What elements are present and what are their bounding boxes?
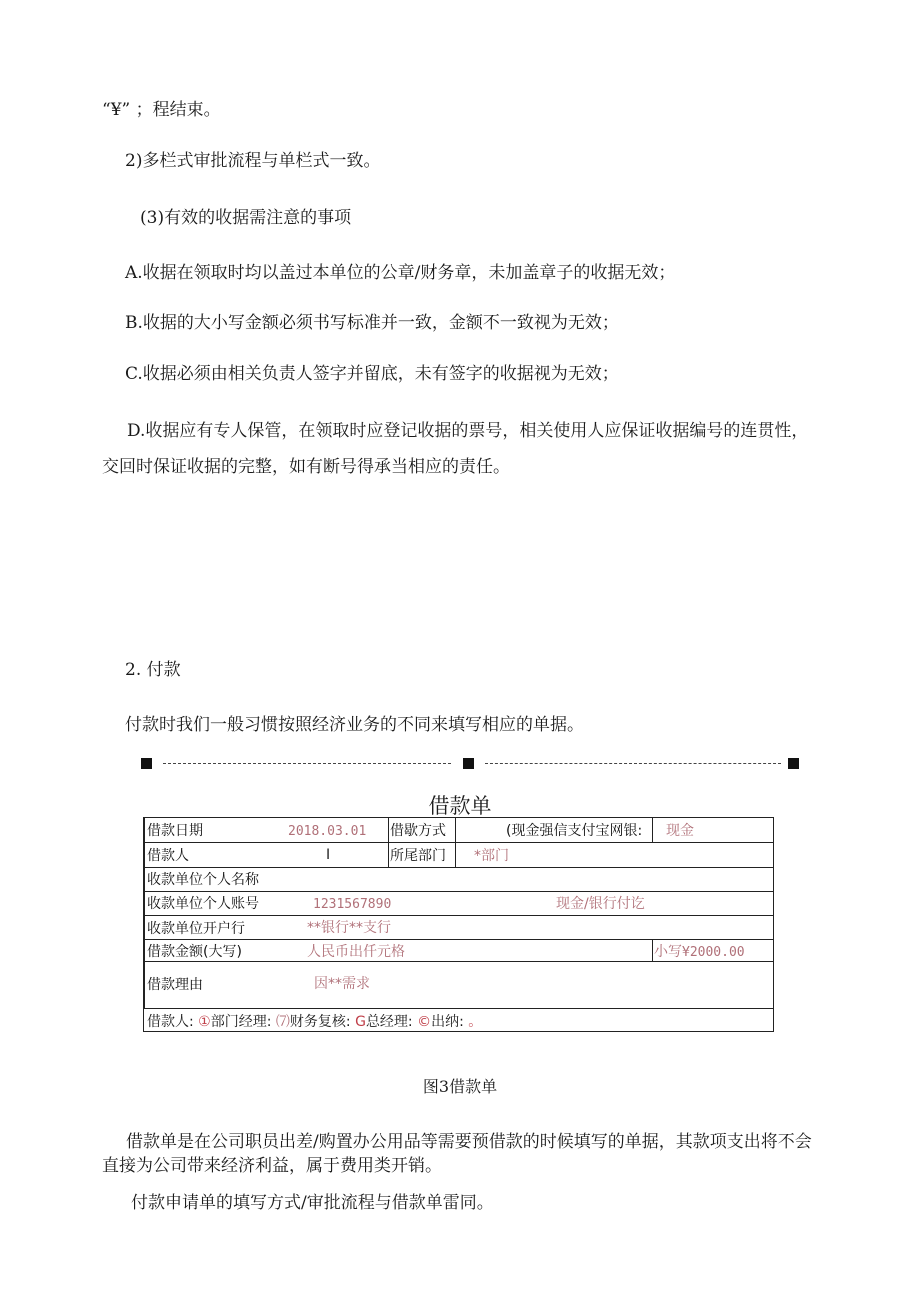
sig-cashier-label: 出纳: [431, 1014, 464, 1030]
reason-value: 因**需求 [314, 976, 370, 992]
payee-account-label: 收款单位个人账号 [147, 896, 259, 912]
intro-line-1: “¥” ；程结束。 [102, 100, 221, 120]
cut-line-divider [141, 754, 801, 774]
method-label: 借歇方式 [390, 823, 446, 839]
figure-caption: 图3借款单 [422, 1077, 498, 1096]
sig-dept-manager-label: 部门经理: [210, 1014, 272, 1030]
square-marker-right [788, 758, 799, 769]
summary-paragraph-1: 借款单是在公司职员出差/购置办公用品等需要预借款的时候填写的单据，其款项支出将不会直接为公司带来经济利益，属于费用类开销。 [102, 1132, 812, 1176]
sig-mark-1: ① [198, 1014, 211, 1030]
amount-lower-value: ¥2000.00 [682, 945, 745, 960]
item-c: C.收据必须由相关负责人签字并留底，未有签字的收据视为无效； [125, 364, 619, 384]
sig-finance-label: 财务复核: [289, 1014, 351, 1030]
amount-upper-value: 人民币出仟元格 [307, 944, 405, 960]
borrower-value: I [326, 847, 331, 863]
payee-account-note: 现金/银行付讫 [556, 896, 645, 912]
sig-mark-4: © [417, 1014, 432, 1030]
payee-bank-value: **银行**支行 [307, 920, 391, 936]
section-heading-3: (3)有效的收据需注意的事项 [140, 208, 352, 228]
sig-mark-3: G [355, 1014, 366, 1030]
square-marker-left [141, 758, 152, 769]
sig-mark-5: 。 [468, 1014, 483, 1030]
payee-name-label: 收款单位个人名称 [147, 872, 259, 888]
form-title: 借款单 [428, 794, 492, 818]
sig-mark-2: ⑺ [275, 1014, 290, 1030]
method-options: (现金强信支付宝网银: [506, 823, 643, 839]
item-a: A.收据在领取时均以盖过本单位的公章/财务章，未加盖章子的收据无效； [125, 263, 676, 283]
borrower-label: 借款人 [147, 848, 189, 864]
sig-borrower-label: 借款人: [147, 1014, 194, 1030]
reason-label: 借款理由 [147, 977, 203, 993]
date-label: 借款日期 [147, 823, 203, 839]
payee-account-value: 1231567890 [313, 897, 392, 912]
intro-line-2: 2)多栏式审批流程与单栏式一致。 [125, 151, 381, 171]
payee-bank-label: 收款单位开户行 [147, 921, 245, 937]
summary-paragraph-2: 付款申请单的填写方式/审批流程与借款单雷同。 [131, 1193, 494, 1213]
method-value: 现金 [666, 823, 694, 839]
payment-heading: 2. 付款 [125, 660, 181, 680]
sig-gm-label: 总经理: [365, 1014, 413, 1030]
signature-row [147, 1013, 482, 1031]
payment-description: 付款时我们一般习惯按照经济业务的不同来填写相应的单据。 [125, 715, 584, 735]
loan-form [143, 817, 774, 1032]
dept-label: 所尾部门 [390, 848, 446, 864]
square-marker-center [463, 758, 474, 769]
dept-value: *部门 [474, 848, 509, 864]
item-d: D.收据应有专人保管，在领取时应登记收据的票号，相关使用人应保证收据编号的连贯性，交回时保证收据的完整，如有断号得承当相应的责任。 [102, 421, 809, 477]
date-value: 2018.03.01 [288, 824, 367, 839]
item-b: B.收据的大小写金额必须书写标准并一致，金额不一致视为无效； [125, 313, 619, 333]
amount-upper-label: 借款金额(大写) [147, 944, 242, 960]
amount-lower-prefix: 小写 [654, 944, 682, 960]
